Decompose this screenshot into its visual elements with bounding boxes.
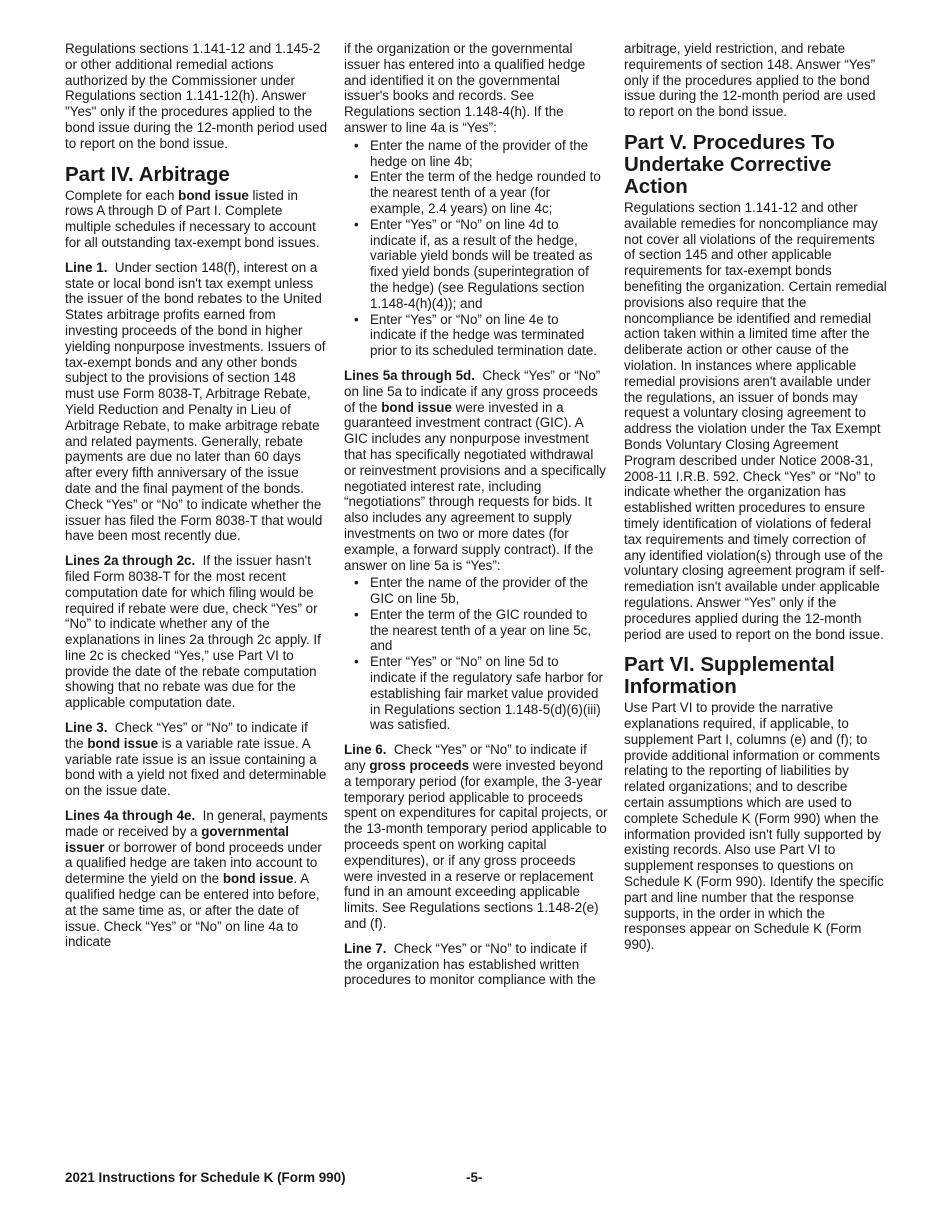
line-3-lead: Line 3.: [65, 720, 108, 736]
list-item: • Enter “Yes” or “No” on line 5d to indicate if the regulatory safe harbor for establishing fair market value provided in Regulations section 1.148-5(d)(6)(iii) was satisfied.: [354, 654, 603, 733]
list-item: • Enter “Yes” or “No” on line 4e to indicate if the hedge was terminated prior to its scheduled termination date.: [354, 311, 598, 359]
line-6-paragraph: Line 6. Check “Yes” or “No” to indicate if any gross proceeds were invested beyond a temporary period (for example, the 3-year temporary period applicable to proceeds spent on expenditures for capital projects, or the 13-month temporary period applicable to proceeds spent on working capital expenditures), or if any gross proceeds were invested in a reserve or replacement fund in an amount exceeding applicable limits. See Regulations sections 1.148-2(e) and (f).: [344, 742, 608, 932]
lines-5a-5d-lead: Lines 5a through 5d.: [344, 367, 475, 383]
bullet-icon: •: [354, 575, 359, 591]
lines-4a-4e-paragraph: Lines 4a through 4e. In general, payments made or received by a governmental issuer or borrower of bond proceeds under a qualified hedge are taken into account to determine the yield on the bond issue. A qualified hedge can be entered into before, at the same time as, or after the date of issue. Check “Yes” or “No” on line 4a to indicate: [65, 808, 328, 950]
line-7-lead: Line 7.: [344, 940, 387, 956]
line-6-lead: Line 6.: [344, 742, 387, 758]
heading-part-v: Part V. Procedures To Undertake Corrective Action: [624, 130, 835, 198]
list-item: • Enter the term of the GIC rounded to the nearest tenth of a year on line 5c, and: [354, 606, 592, 654]
line-5-bullet-list: [344, 575, 608, 733]
part-v-paragraph: Regulations section 1.141-12 and other available remedies for noncompliance may not cover all violations of the requirements of section 145 and other applicable requirements for tax-exempt bonds benefiting the organization. Certain remedial provisions also require that the noncompliance be identified and remedial action taken within a limited time after the deliberate action or other cause of the violation. In instances where applicable remedial provisions aren't available under the regulations, an issuer of bonds may request a voluntary closing agreement to address the violation under the Tax Exempt Bonds Voluntary Closing Agreement Program described under Notice 2008-31, 2008-11 I.R.B. 592. Check “Yes” or “No” to indicate whether the organization has established written procedures to ensure timely identification of violations of federal tax requirements and timely correction of any identified violation(s) through use of the voluntary closing agreement program if self-remediation isn't available under applicable regulations. Answer “Yes” only if the procedures applied during the 12-month period are used to report on the bond issue.: [624, 199, 887, 642]
continued-paragraph: if the organization or the governmental issuer has entered into a qualified hedge and identified it on the governmental issuer's books and records. See Regulations section 1.148-4(h). If the answer to line 4a is “Yes”:: [344, 41, 586, 135]
continued-paragraph: Regulations sections 1.141-12 and 1.145-2 or other additional remedial actions authorized by the Commissioner under Regulations section 1.141-12(h). Answer "Yes" only if the procedures applied to the bond issue during the 12-month period used to report on the bond issue.: [65, 41, 328, 151]
line-1-lead: Line 1.: [65, 259, 108, 275]
lines-2a-2c-lead: Lines 2a through 2c.: [65, 553, 196, 569]
column-left: [65, 41, 328, 959]
bullet-icon: •: [354, 654, 359, 670]
part-vi-paragraph: Use Part VI to provide the narrative explanations required, if applicable, to supplement Part I, columns (e) and (f); to provide additional information or comments relating to the reporting of liabilities by related organizations; and to describe certain assumptions which are used to complete Schedule K (Form 990) when the information provided isn't fully supported by existing records. Also use Part VI to supplement responses to questions on Schedule K (Form 990). Identify the specific part and line number that the response supports, in the order in which the responses appear on Schedule K (Form 990).: [624, 700, 884, 953]
part-iv-intro: Complete for each bond issue listed in rows A through D of Part I. Complete multiple schedules if necessary to account for all outstanding tax-exempt bond issues.: [65, 187, 320, 250]
bullet-icon: •: [354, 311, 359, 327]
bullet-icon: •: [354, 606, 359, 622]
heading-part-vi: Part VI. Supplemental Information: [624, 653, 835, 699]
column-middle: [344, 41, 608, 997]
lines-4a-4e-lead: Lines 4a through 4e.: [65, 808, 196, 824]
list-item: • Enter the name of the provider of the GIC on line 5b,: [354, 575, 589, 607]
lines-5a-5d-paragraph: Lines 5a through 5d. Check “Yes” or “No” on line 5a to indicate if any gross proceeds of the bond issue were invested in a guaranteed investment contract (GIC). A GIC includes any nonpurpose investment that has specifically negotiated withdrawal or reinvestment provisions and a specifically negotiated interest rate, including “negotiations” through requests for bids. It also includes any agreement to supply investments on two or more dates (for example, a forward supply contract). If the answer on line 5a is “Yes”:: [344, 367, 606, 573]
line-3-paragraph: Line 3. Check “Yes” or “No” to indicate if the bond issue is a variable rate issue. A variable rate issue is an issue containing a bond with a yield not fixed and determinable on the issue date.: [65, 720, 327, 799]
bullet-icon: •: [354, 216, 359, 232]
column-right: [624, 41, 888, 962]
lines-2a-2c-paragraph: Lines 2a through 2c. If the issuer hasn't filed Form 8038-T for the most recent computation date for which filing would be required if rebate were due, check “Yes” or “No” to indicate whether any of the explanations in lines 2a through 2c apply. If line 2c is checked “Yes,” use Part VI to provide the date of the rebate computation showing that no rebate was due for the applicable computation date.: [65, 553, 321, 711]
line-1-paragraph: Line 1. Under section 148(f), interest on a state or local bond isn't tax exempt unless the issuer of the bond rebates to the United States arbitrage profits earned from investing proceeds of the bond in higher yielding nonpurpose investments. Issuers of tax-exempt bonds and any other bonds subject to the provisions of section 148 must use Form 8038-T, Arbitrage Rebate, Yield Reduction and Penalty in Lieu of Arbitrage Rebate, to make arbitrage rebate and related payments. Generally, rebate payments are due no later than 60 days after every fifth anniversary of the issue date and the final payment of the bonds. Check “Yes” or “No” to indicate whether the issuer has filed the Form 8038-T that would have been most recently due.: [65, 259, 326, 544]
line-7-paragraph: Line 7. Check “Yes” or “No” to indicate if the organization has established written procedures to monitor compliance with the: [344, 940, 596, 988]
heading-part-iv: Part IV. Arbitrage: [65, 162, 230, 186]
bullet-icon: •: [354, 169, 359, 185]
list-item: • Enter “Yes” or “No” on line 4d to indicate if, as a result of the hedge, variable yield bonds will be treated as fixed yield bonds (superintegration of the hedge) (see Regulations section 1.148-4(h)(4)); and: [354, 216, 593, 311]
list-item: • Enter the name of the provider of the hedge on line 4b;: [354, 137, 589, 169]
continued-paragraph: arbitrage, yield restriction, and rebate requirements of section 148. Answer “Yes” only if the procedures applied to the bond issue during the 12-month period are used to report on the bond issue.: [624, 41, 876, 120]
list-item: • Enter the term of the hedge rounded to the nearest tenth of a year (for example, 2.4 years) on line 4c;: [354, 169, 601, 216]
line-4-bullet-list: [344, 138, 608, 359]
page-number: -5-: [466, 1170, 483, 1185]
footer-title: 2021 Instructions for Schedule K (Form 990): [65, 1170, 346, 1185]
bullet-icon: •: [354, 137, 359, 153]
